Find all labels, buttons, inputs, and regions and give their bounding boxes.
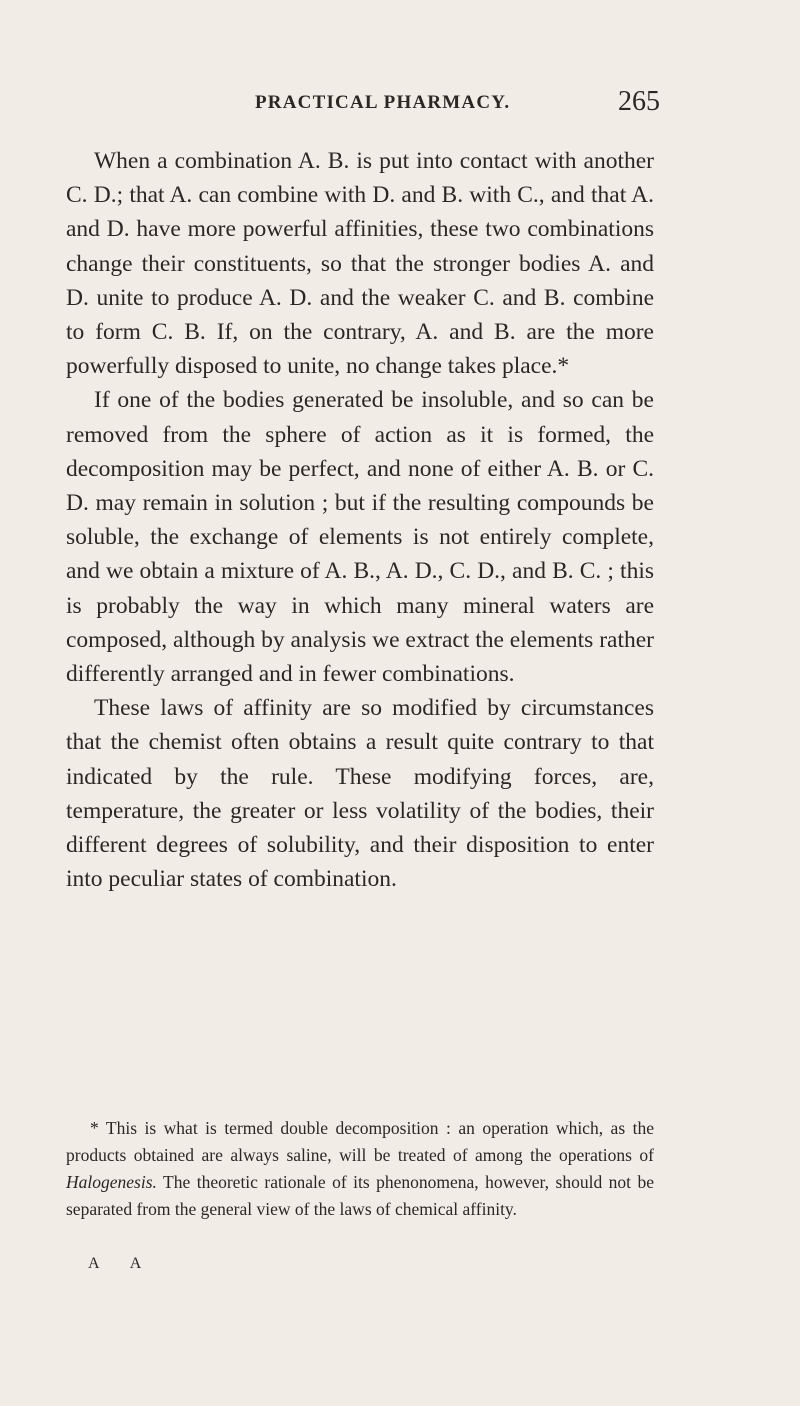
page-number: 265	[618, 86, 660, 117]
footnote-italic-term: Halogenesis.	[66, 1172, 157, 1192]
footnote-text-start: * This is what is termed double decomposition : an operation which, as the products obtained are always saline, will be treated of among the operations of	[66, 1118, 654, 1165]
paragraph: If one of the bodies generated be insoluble, and so can be removed from the sphere of action as it is formed, the decomposition may be perfect, and none of either A. B. or C. D. may remain in solution ; but if the resulting compounds be soluble, the exchange of elements is not entirely complete, and we obtain a mixture of A. B., A. D., C. D., and B. C. ; this is probably the way in which many mineral waters are composed, although by analysis we extract the elements rather differently arranged and in fewer combinations.	[66, 387, 654, 688]
footnote-text	[66, 1115, 654, 1223]
footnote-text-end: The theoretic rationale of its phenonomena, however, should not be separated from the general view of the laws of chemical affinity.	[66, 1172, 654, 1219]
signature-mark: A A	[88, 1255, 156, 1272]
main-text	[66, 144, 654, 896]
paragraph: When a combination A. B. is put into contact with another C. D.; that A. can combine with D. and B. with C., and that A. and D. have more powerful affinities, these two combinations change their constituents, so that the stronger bodies A. and D. unite to produce A. D. and the weaker C. and B. combine to form C. B. If, on the contrary, A. and B. are the more powerfully disposed to unite, no change takes place.*	[66, 148, 654, 380]
running-title: PRACTICAL PHARMACY.	[255, 92, 511, 113]
paragraph: These laws of affinity are so modified by circumstances that the chemist often obtains a result quite contrary to that indicated by the rule. These modifying forces, are, temperature, the greater or less volatility of the bodies, their different degrees of solubility, and their disposition to enter into peculiar states of combination.	[66, 695, 654, 893]
footnote	[66, 1115, 654, 1223]
